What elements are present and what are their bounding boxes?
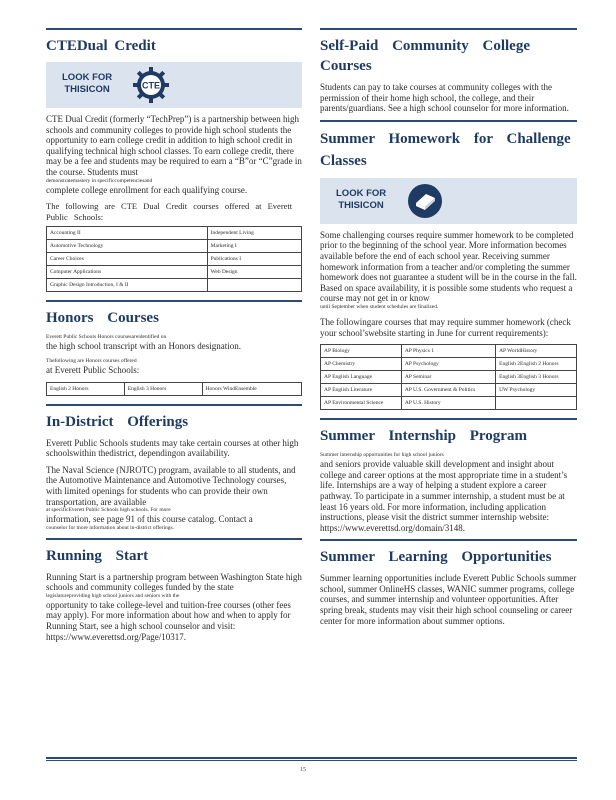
table-row (47, 382, 302, 395)
summer-internship-body (320, 452, 577, 533)
table-cell: AP U.S. History (401, 397, 495, 410)
table-cell (496, 397, 577, 410)
table-cell: AP Chemistry (321, 358, 402, 371)
honors-body-1: the high school transcript with an Honors designation. (46, 341, 241, 352)
summer-learning-body: Summer learning opportunities include Everett Public Schools summer school, summer OnlineHS classes, WANIC summer programs, college courses, and summer internship and volunteer opportunities. After spring break, students may visit their high school counseling or career center for more information about summer options. (320, 573, 577, 626)
summer-internship-section (320, 418, 577, 533)
section-rule (320, 539, 577, 541)
table-cell: AP U.S. Government & Politics (401, 384, 495, 397)
summer-learning-section (320, 539, 577, 626)
callout-label (336, 188, 386, 212)
table-cell: Publications I (207, 253, 301, 266)
section-rule (320, 28, 577, 30)
table-cell: English 3 Honors (124, 382, 202, 395)
table-cell: AP WorldHistory (496, 345, 577, 358)
section-rule (46, 28, 302, 30)
section-title: Summer Internship Program (320, 428, 527, 445)
section-rule (320, 418, 577, 420)
cte-intro: The following are CTE Dual Credit courses offered at Everett Public Schools: (46, 201, 293, 222)
page-number: 15 (300, 767, 306, 773)
section-title: Summer Learning Opportunities (320, 549, 552, 566)
table-cell: Computer Applications (47, 266, 208, 279)
table-cell: AP Psychology (401, 358, 495, 371)
look-for-callout (46, 62, 302, 108)
table-row (47, 266, 302, 279)
honors-intro (46, 358, 302, 376)
section-title: CTEDual Credit (46, 38, 156, 54)
table-cell: Graphic Design Introduction, I & II (47, 279, 208, 292)
table-cell (207, 279, 301, 292)
section-title: Honors Courses (46, 310, 159, 327)
summer-homework-text: Some challenging courses require summer homework to be completed prior to the beginning of the school year. More information becomes available before the end of each school year. Receiving summer homework information from a teacher and/or completing the summer homework does not guarantee a student will be in the course in the fall. Based on space availability, it is possible some students who request a course may not get in or know (320, 229, 577, 304)
section-rule (320, 120, 577, 122)
table-cell: Honors WindEnsemble (202, 382, 301, 395)
table-row (321, 384, 577, 397)
section-rule (46, 538, 302, 540)
table-cell: English 3English 3 Honors (496, 371, 577, 384)
honors-tiny-2: Thefollowing are Honors courses offered (46, 357, 137, 364)
honors-course-table (46, 382, 302, 396)
table-row (321, 358, 577, 371)
table-row (47, 253, 302, 266)
footer-rule (46, 757, 577, 761)
section-title: Summer Homework for Challenge Classes (320, 130, 571, 169)
cte-course-table (46, 226, 302, 292)
section-title: Self-Paid Community College Courses (320, 38, 530, 74)
table-row (321, 345, 577, 358)
table-cell: English 2English 2 Honors (496, 358, 577, 371)
honors-tiny-1: Everett Public Schools Honors coursesareidentified on (46, 334, 167, 341)
cte-body-end: complete college enrollment for each qualifying course. (46, 184, 248, 195)
summer-homework-intro: The followingare courses that may require summer homework (check your school’swebsite starting in June for current requirements): (320, 316, 571, 338)
section-rule (46, 404, 302, 406)
cte-body-tiny: demonstratemastery in specificcompetenciesand (46, 177, 153, 184)
table-cell: Marketing I (207, 240, 301, 253)
running-start-text-b: opportunity to take college-level and tuition-free courses (other fees may apply). For more information about how and when to apply for Running Start, see a high school counselor and visit: https://www.everettsd.org/Page/10317. (46, 599, 291, 642)
table-cell: Accounting II (47, 227, 208, 240)
left-column (46, 28, 302, 648)
book-icon (407, 183, 443, 219)
table-row (47, 240, 302, 253)
in-district-body-1: Everett Public Schools students may take certain courses at other high schoolswithin thedistrict, dependingon availability. (46, 437, 299, 459)
cte-body-text: CTE Dual Credit (formerly “TechPrep”) is a partnership between high schools and community colleges to provide high school students the opportunity to earn college credit in addition to high school credit in qualifying technical high school classes. To earn college credit, there may be a fee and students may be required to earn a “B”or “C”grade in the course. Students must (46, 114, 302, 177)
in-district-section (46, 404, 302, 532)
table-cell: UW Psychology (496, 384, 577, 397)
callout-look-for: LOOK FOR (62, 72, 113, 83)
table-cell: Web Design (207, 266, 301, 279)
table-row (47, 227, 302, 240)
running-start-tiny: legislatureproviding high school juniors and seniors with the (46, 592, 180, 599)
running-start-body (46, 572, 302, 643)
section-title: Running Start (46, 547, 149, 564)
callout-look-for: LOOK FOR (336, 187, 387, 199)
honors-body (46, 334, 302, 352)
right-column (320, 28, 577, 632)
table-cell: Career Choices (47, 253, 208, 266)
self-paid-section (320, 28, 577, 114)
honors-body-2: at Everett Public Schools: (46, 364, 140, 375)
table-cell: AP English Literature (321, 384, 402, 397)
cte-gear-icon (133, 67, 169, 103)
callout-this-icon: THISICON (64, 84, 110, 95)
summer-homework-section (320, 120, 577, 410)
cte-body (46, 114, 302, 195)
running-start-section (46, 538, 302, 643)
in-district-text-b: information, see page 91 of this course catalog. Contact a (46, 514, 253, 525)
table-cell: AP Seminar (401, 371, 495, 384)
in-district-tiny-b: counselor for more information about in-district offerings. (46, 524, 175, 531)
table-cell: Independent Living (207, 227, 301, 240)
summer-homework-tiny: until September when student schedules are finalized. (320, 303, 439, 310)
table-row (321, 397, 577, 410)
table-row (321, 371, 577, 384)
svg-text:CTE: CTE (142, 80, 160, 91)
table-cell: AP Environmental Science (321, 397, 402, 410)
table-cell: English 2 Honors (47, 382, 125, 395)
summer-homework-body (320, 230, 577, 311)
look-for-callout (320, 178, 577, 224)
cte-dual-credit-section (46, 28, 302, 292)
table-row (47, 279, 302, 292)
summer-internship-tiny: Summer internship opportunities for high school juniors (320, 452, 444, 459)
table-cell: Automotive Technology (47, 240, 208, 253)
summer-internship-text: and seniors provide valuable skill development and insight about college and career options at the most appropriate time in a student’s life. Internships are a way of helping a student explore a career pathway. To participate in a summer internship, a student must be at least 16 years old. For more information, including application instructions, please visit the district summer internship website: https://www.everettsd.org/domain/3148. (320, 459, 568, 533)
section-rule (46, 300, 302, 302)
in-district-body-2 (46, 465, 302, 532)
table-cell: AP English Language (321, 371, 402, 384)
table-cell: AP Physics 1 (401, 345, 495, 358)
running-start-text: Running Start is a partnership program between Washington State high schools and community colleges funded by the state (46, 571, 302, 593)
callout-label (62, 72, 112, 96)
callout-this-icon: THISICON (338, 199, 384, 211)
self-paid-body: Students can pay to take courses at community colleges with the permission of their home high school, the college, and their parents/guardians. See a high school counselor for more information. (320, 82, 569, 114)
section-title: In-District Offerings (46, 413, 189, 430)
table-cell: AP Biology (321, 345, 402, 358)
in-district-tiny-a: at specificEverett Public Schools high schools. For more (46, 507, 171, 514)
honors-section (46, 300, 302, 395)
summer-homework-table (320, 344, 577, 410)
in-district-text: The Naval Science (NJROTC) program, available to all students, and the Automotive Maintenance and Automotive Technology courses, with limited openings for students who can provide their own transportation, are available (46, 464, 296, 507)
